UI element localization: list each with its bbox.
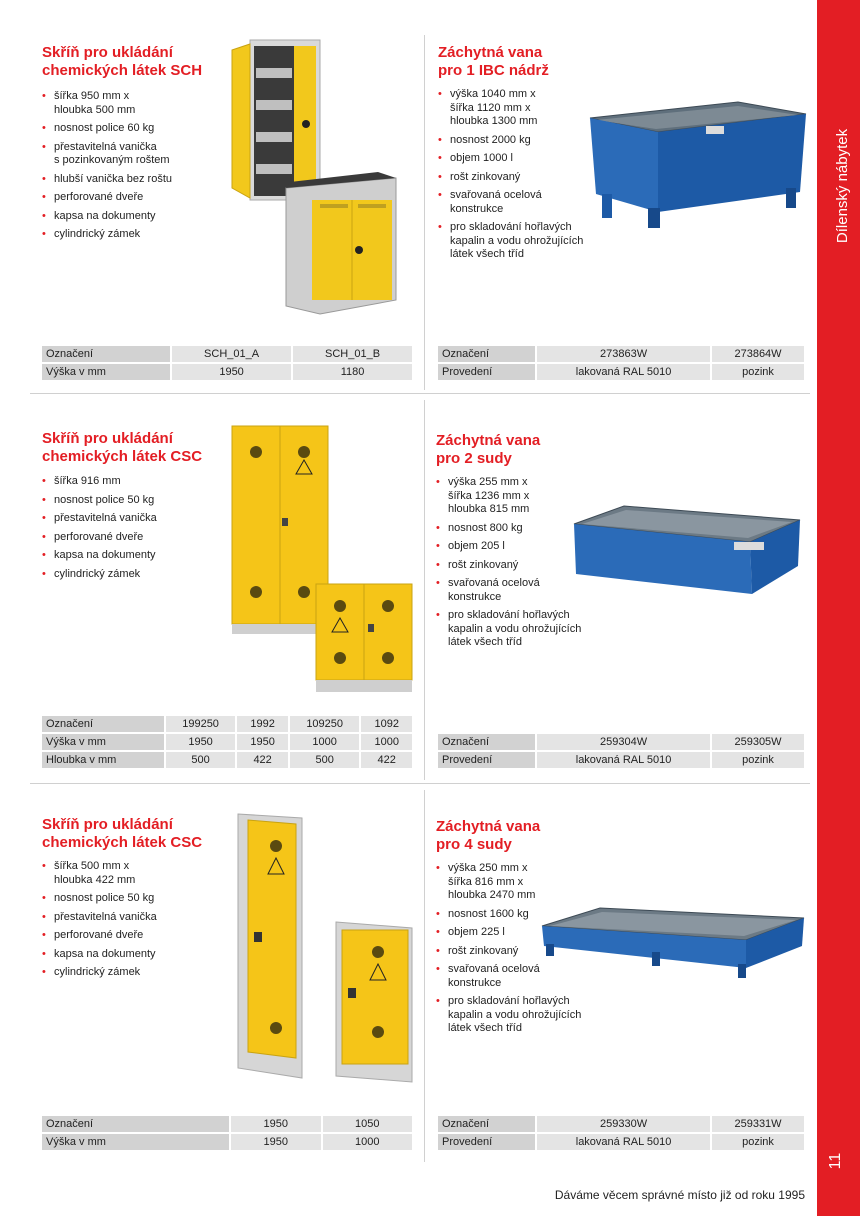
- product-title: Skříň pro ukládání chemických látek SCH: [42, 44, 203, 79]
- spec-row: [438, 1116, 804, 1132]
- feature-item: • perforované dveře: [42, 929, 222, 943]
- feature-item: • objem 1000 l: [438, 152, 603, 166]
- footer-tagline: Dáváme věcem správné místo již od roku 1995: [554, 1188, 805, 1202]
- product-title: Skříň pro ukládání chemických látek CSC: [42, 816, 203, 851]
- feature-item: • přestavitelná vanička s pozinkovaným roštem: [42, 141, 232, 168]
- spec-row: [42, 752, 412, 768]
- row-divider: [30, 393, 810, 394]
- feature-item: • svařovaná ocelová konstrukce: [436, 577, 596, 604]
- page-number: 11: [827, 1152, 844, 1170]
- feature-item: • perforované dveře: [42, 531, 222, 545]
- spec-value: 259305W: [712, 734, 804, 750]
- feature-item: • objem 225 l: [436, 926, 601, 940]
- feature-item: • nosnost police 60 kg: [42, 122, 232, 136]
- spec-value: 199250: [166, 716, 236, 732]
- feature-item: • cylindrický zámek: [42, 228, 232, 242]
- spec-value: 1050: [323, 1116, 413, 1132]
- spec-value: 1000: [290, 734, 360, 750]
- column-divider: [424, 400, 425, 780]
- feature-item: • pro skladování hořlavých kapalin a vodu ohrožujících látek všech tříd: [436, 609, 596, 650]
- feature-item: • výška 250 mm x šířka 816 mm x hloubka 2470 mm: [436, 862, 601, 903]
- spec-value: 422: [237, 752, 288, 768]
- feature-item: • hlubší vanička bez roštu: [42, 173, 232, 187]
- spec-row: [438, 346, 804, 362]
- spec-row: [42, 1116, 412, 1132]
- spec-value: 1950: [237, 734, 288, 750]
- feature-item: • cylindrický zámek: [42, 966, 222, 980]
- feature-item: • cylindrický zámek: [42, 568, 222, 582]
- spec-value: 1992: [237, 716, 288, 732]
- spec-table: [40, 1114, 414, 1152]
- spec-value: lakovaná RAL 5010: [537, 364, 710, 380]
- spec-value: lakovaná RAL 5010: [537, 1134, 710, 1150]
- spec-value: 273863W: [537, 346, 710, 362]
- spec-value: 1950: [231, 1134, 320, 1150]
- feature-item: • perforované dveře: [42, 191, 232, 205]
- spec-value: pozink: [712, 1134, 804, 1150]
- feature-item: • kapsa na dokumenty: [42, 210, 232, 224]
- feature-item: • šířka 500 mm x hloubka 422 mm: [42, 860, 222, 887]
- feature-item: • rošt zinkovaný: [438, 171, 603, 185]
- spec-value: 259330W: [537, 1116, 710, 1132]
- feature-item: • výška 255 mm x šířka 1236 mm x hloubka 815 mm: [436, 476, 596, 517]
- spec-label: Provedení: [438, 1134, 535, 1150]
- spec-value: 1950: [166, 734, 236, 750]
- feature-item: • šířka 950 mm x hloubka 500 mm: [42, 90, 232, 117]
- spec-value: SCH_01_B: [293, 346, 412, 362]
- ibc-tray-image: [588, 100, 810, 230]
- column-divider: [424, 790, 425, 1162]
- feature-item: • nosnost 1600 kg: [436, 908, 601, 922]
- feature-list: [438, 88, 603, 267]
- spec-row: [438, 364, 804, 380]
- spec-label: Hloubka v mm: [42, 752, 164, 768]
- feature-item: • nosnost 2000 kg: [438, 134, 603, 148]
- spec-row: [42, 364, 412, 380]
- spec-table: [436, 1114, 806, 1152]
- spec-value: lakovaná RAL 5010: [537, 752, 710, 768]
- spec-label: Označení: [42, 716, 164, 732]
- feature-item: • nosnost police 50 kg: [42, 892, 222, 906]
- product-title: Záchytná vana pro 1 IBC nádrž: [438, 44, 549, 79]
- spec-row: [42, 1134, 412, 1150]
- spec-label: Výška v mm: [42, 364, 170, 380]
- feature-list: [42, 860, 222, 985]
- spec-value: 1180: [293, 364, 412, 380]
- spec-value: SCH_01_A: [172, 346, 291, 362]
- feature-item: • rošt zinkovaný: [436, 945, 601, 959]
- spec-value: 1092: [361, 716, 412, 732]
- feature-item: • svařovaná ocelová konstrukce: [436, 963, 601, 990]
- spec-value: 1000: [323, 1134, 413, 1150]
- feature-item: • pro skladování hořlavých kapalin a vodu ohrožujících látek všech tříd: [436, 995, 601, 1036]
- cabinet-sch-image: [228, 38, 408, 318]
- column-divider: [424, 35, 425, 390]
- row-divider: [30, 783, 810, 784]
- cabinet-csc-image: [228, 424, 414, 694]
- feature-list: [42, 475, 222, 586]
- feature-item: • svařovaná ocelová konstrukce: [438, 189, 603, 216]
- spec-label: Výška v mm: [42, 734, 164, 750]
- spec-row: [42, 734, 412, 750]
- feature-item: • nosnost police 50 kg: [42, 494, 222, 508]
- two-drum-tray-image: [570, 504, 804, 600]
- spec-value: 109250: [290, 716, 360, 732]
- feature-item: • přestavitelná vanička: [42, 512, 222, 526]
- feature-item: • výška 1040 mm x šířka 1120 mm x hloubka 1300 mm: [438, 88, 603, 129]
- feature-list: [42, 90, 232, 247]
- spec-row: [42, 716, 412, 732]
- spec-table: [436, 344, 806, 382]
- spec-label: Označení: [438, 1116, 535, 1132]
- spec-value: 1950: [231, 1116, 320, 1132]
- feature-item: • objem 205 l: [436, 540, 596, 554]
- product-title: Záchytná vana pro 4 sudy: [436, 818, 541, 853]
- spec-value: 1000: [361, 734, 412, 750]
- product-title: Skříň pro ukládání chemických látek CSC: [42, 430, 203, 465]
- spec-value: 259331W: [712, 1116, 804, 1132]
- spec-label: Označení: [42, 346, 170, 362]
- feature-item: • nosnost 800 kg: [436, 522, 596, 536]
- feature-item: • pro skladování hořlavých kapalin a vodu ohrožujících látek všech tříd: [438, 221, 603, 262]
- spec-row: [438, 752, 804, 768]
- spec-label: Výška v mm: [42, 1134, 229, 1150]
- spec-value: 422: [361, 752, 412, 768]
- cabinet-csc-narrow-image: [236, 812, 416, 1092]
- feature-item: • kapsa na dokumenty: [42, 948, 222, 962]
- spec-label: Označení: [42, 1116, 229, 1132]
- four-drum-tray-image: [540, 906, 808, 982]
- feature-item: • přestavitelná vanička: [42, 911, 222, 925]
- feature-item: • šířka 916 mm: [42, 475, 222, 489]
- spec-value: 500: [166, 752, 236, 768]
- spec-value: 1950: [172, 364, 291, 380]
- spec-label: Provedení: [438, 364, 535, 380]
- spec-label: Provedení: [438, 752, 535, 768]
- spec-value: pozink: [712, 752, 804, 768]
- spec-row: [42, 346, 412, 362]
- feature-item: • kapsa na dokumenty: [42, 549, 222, 563]
- spec-row: [438, 1134, 804, 1150]
- product-title: Záchytná vana pro 2 sudy: [436, 432, 541, 467]
- spec-value: 273864W: [712, 346, 804, 362]
- spec-value: pozink: [712, 364, 804, 380]
- spec-value: 500: [290, 752, 360, 768]
- section-title: Dílenský nábytek: [833, 128, 851, 244]
- spec-row: [438, 734, 804, 750]
- spec-table: [40, 714, 414, 770]
- feature-item: • rošt zinkovaný: [436, 559, 596, 573]
- spec-label: Označení: [438, 346, 535, 362]
- spec-label: Označení: [438, 734, 535, 750]
- spec-value: 259304W: [537, 734, 710, 750]
- spec-table: [40, 344, 414, 382]
- spec-table: [436, 732, 806, 770]
